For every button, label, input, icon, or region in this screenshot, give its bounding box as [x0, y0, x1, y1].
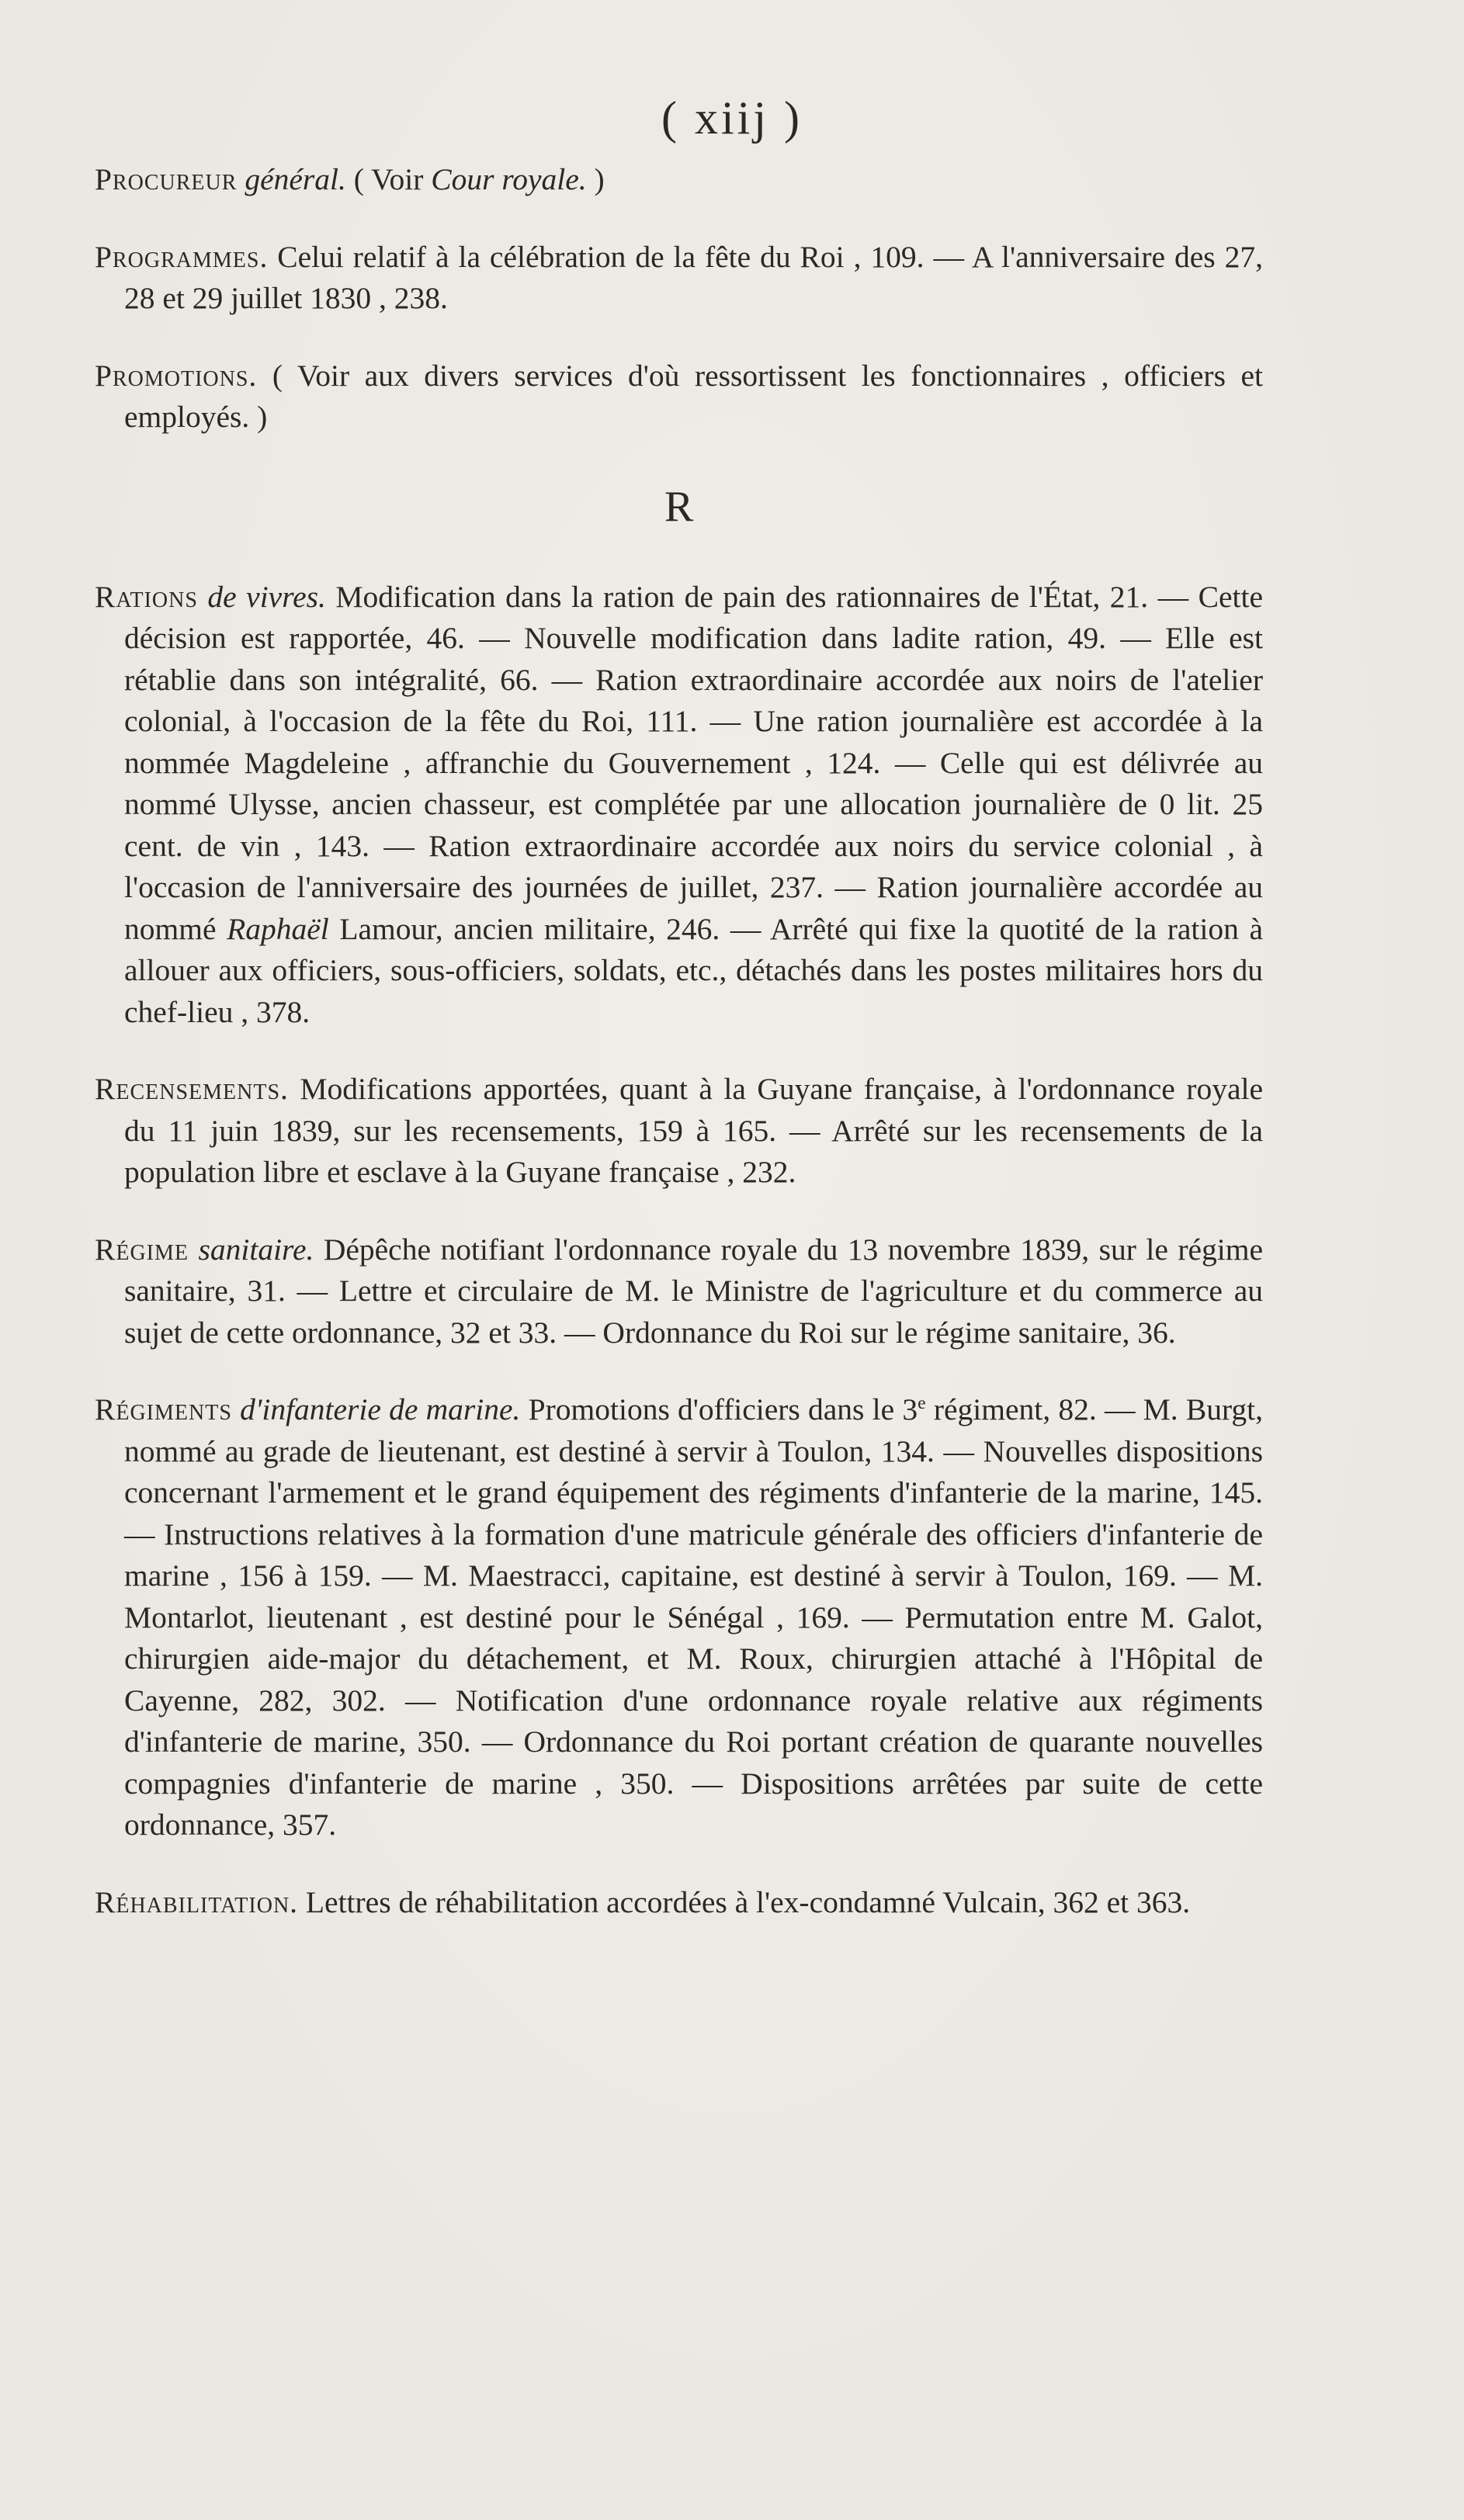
entry-heading: Régiments [95, 1392, 232, 1426]
entry-recensements [95, 1069, 1263, 1194]
index-content [95, 159, 1263, 1959]
entry-text-end: ) [586, 162, 605, 196]
entry-heading-italic: sanitaire. [198, 1232, 314, 1267]
entry-heading-italic: général. [245, 162, 346, 196]
entry-text: Celui relatif à la célébration de la fête du Roi , 109. — A l'anniversaire des 27, 28 et 29 juillet 1830 , 238. [124, 239, 1263, 315]
entry-rehabilitation [95, 1882, 1263, 1924]
entry-reference: Cour royale. [431, 162, 587, 196]
entry-heading: Programmes. [95, 239, 269, 274]
entry-heading: Recensements. [95, 1072, 289, 1106]
entry-heading: Rations [95, 579, 198, 614]
entry-regiments [95, 1389, 1263, 1846]
entry-rations [95, 577, 1263, 1034]
section-letter: R [664, 482, 694, 531]
entry-procureur [95, 159, 1263, 201]
entry-text: Modification dans la ration de pain des rationnaires de l'État, 21. — Cette décision est rapportée, 46. — Nouvelle modification dans ladite ration, 49. — Elle est rétablie dans son intégralité, 66. — Ration extraordinaire accordée aux noirs de l'atelier colonial, à l'occasion de la fête du Roi, 111. — Une ration journalière est accordée à la nommée Magdeleine , affranchie du Gouvernement , 124. — Celle qui est délivrée au nommé Ulysse, ancien chasseur, est complétée par une allocation journalière de 0 lit. 25 cent. de vin , 143. — Ration extraordinaire accordée aux noirs du service colonial , à l'occasion de l'anniversaire des journées de juillet, 237. — Ration journalière accordée au nommé [124, 579, 1264, 946]
entry-regime-sanitaire [95, 1229, 1263, 1354]
entry-heading-italic: d'infanterie de marine. [240, 1392, 521, 1426]
entry-text-end: régiment, 82. — M. Burgt, nommé au grade de lieutenant, est destiné à servir à Toulon, 134. — Nouvelles dispositions concernant l'armement et le grand équipement des régiments d'infanterie de la marine, 145. — Instructions relatives à la formation d'une matricule générale des officiers d'infanterie de marine , 156 à 159. — M. Maestracci, capitaine, est destiné à servir à Toulon, 169. — M. Montarlot, lieutenant , est destiné pour le Sénégal , 169. — Permutation entre M. Galot, chirurgien aide-major du détachement, et M. Roux, chirurgien attaché à l'Hôpital de Cayenne, 282, 302. — Notification d'une ordonnance royale relative aux régiments d'infanterie de marine, 350. — Ordonnance du Roi portant création de quarante nouvelles compagnies d'infanterie de marine , 350. — Dispositions arrêtées par suite de cette ordonnance, 357. [124, 1392, 1264, 1842]
entry-heading-italic: de vivres. [207, 579, 326, 614]
entry-heading: Réhabilitation. [95, 1884, 299, 1919]
entry-text: ( Voir aux divers services d'où ressortissent les fonctionnaires , officiers et employés. ) [124, 358, 1263, 434]
entry-text: Lettres de réhabilitation accordées à l'ex-condamné Vulcain, 362 et 363. [298, 1884, 1191, 1919]
entry-heading: Régime [95, 1232, 189, 1267]
entry-programmes [95, 237, 1263, 320]
entry-text: Modifications apportées, quant à la Guyane française, à l'ordonnance royale du 11 juin 1839, sur les recensements, 159 à 165. — Arrêté sur les recensements de la population libre et esclave à la Guyane française , 232. [124, 1072, 1263, 1189]
entry-promotions [95, 355, 1263, 438]
entry-text: ( Voir [345, 162, 432, 196]
entry-heading: Promotions. [95, 358, 258, 393]
entry-text: Promotions d'officiers dans le 3 [520, 1392, 918, 1426]
entry-heading: Procureur [95, 162, 238, 196]
superscript: e [918, 1392, 926, 1413]
entry-text: Dépêche notifiant l'ordonnance royale du 13 novembre 1839, sur le régime sanitaire, 31. — Lettre et circulaire de M. le Ministre de l'agriculture et du commerce au sujet de cette ordonnance, 32 et 33. — Ordonnance du Roi sur le régime sanitaire, 36. [124, 1232, 1264, 1350]
entry-text-end: Lamour, ancien militaire, 246. — Arrêté qui fixe la quotité de la ration à allouer aux officiers, sous-officiers, soldats, etc., détachés dans les postes militaires hors du chef-lieu , 378. [124, 911, 1263, 1029]
page-number: ( xiij ) [661, 92, 803, 144]
entry-italic-name: Raphaël [227, 911, 329, 946]
